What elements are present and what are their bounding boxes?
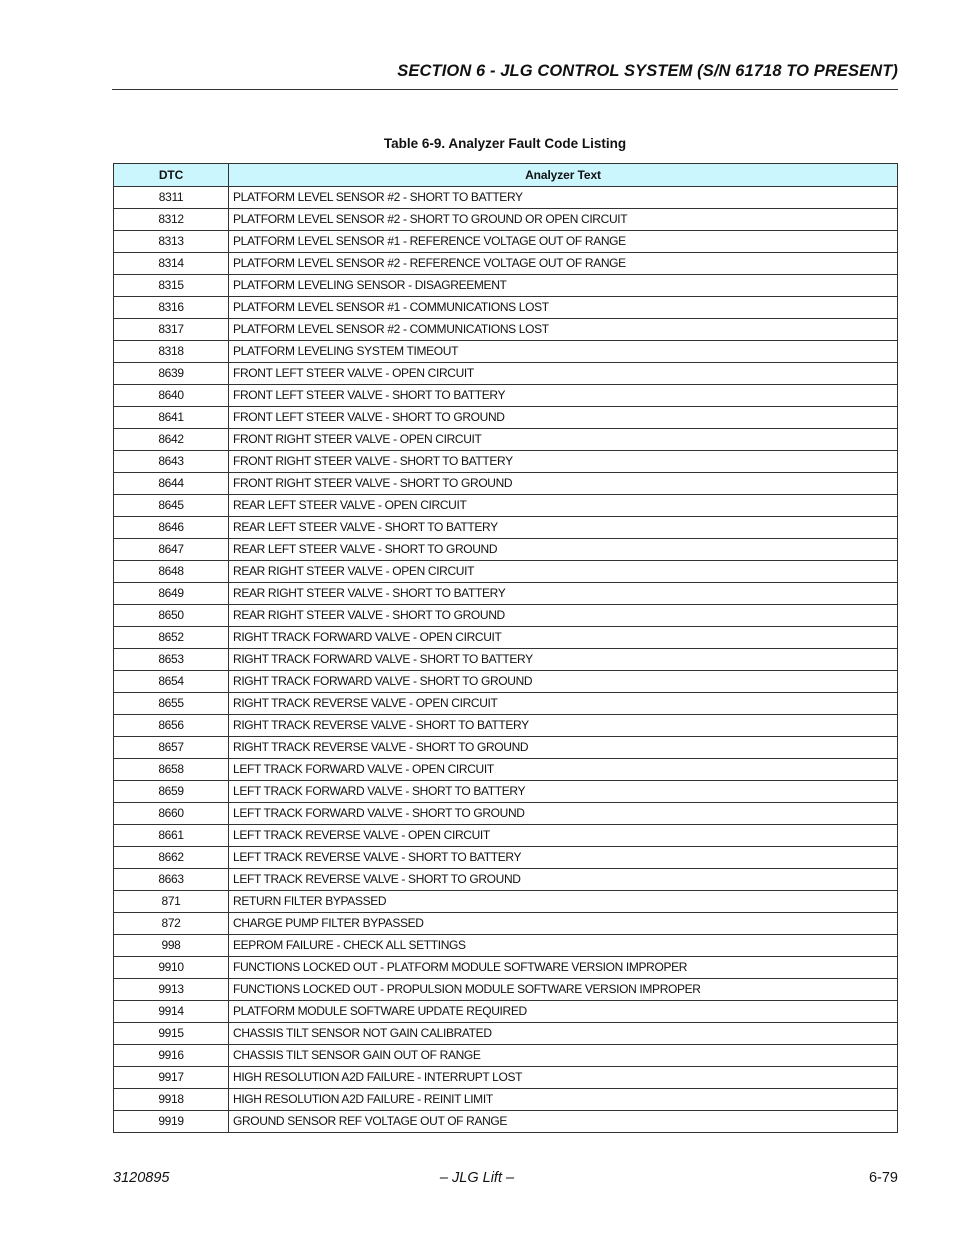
analyzer-text-cell: FUNCTIONS LOCKED OUT - PLATFORM MODULE SOFTWARE VERSION IMPROPER [229,957,898,979]
table-caption: Table 6-9. Analyzer Fault Code Listing [383,136,627,151]
table-row [114,407,898,429]
column-header-analyzer-text: Analyzer Text [229,164,898,187]
table-row [114,429,898,451]
table-row [114,341,898,363]
dtc-code-cell: 9918 [114,1089,229,1111]
table-row [114,781,898,803]
table-row [114,957,898,979]
analyzer-text-cell: CHASSIS TILT SENSOR GAIN OUT OF RANGE [229,1045,898,1067]
dtc-code-cell: 9916 [114,1045,229,1067]
analyzer-text-cell: REAR LEFT STEER VALVE - SHORT TO GROUND [229,539,898,561]
analyzer-text-cell: PLATFORM LEVEL SENSOR #2 - REFERENCE VOLTAGE OUT OF RANGE [229,253,898,275]
table-row [114,649,898,671]
dtc-code-cell: 8317 [114,319,229,341]
dtc-code-cell: 8647 [114,539,229,561]
table-row [114,1023,898,1045]
fault-code-table [113,163,898,1133]
table-row [114,319,898,341]
table-row [114,275,898,297]
dtc-code-cell: 8654 [114,671,229,693]
analyzer-text-cell: PLATFORM LEVEL SENSOR #2 - SHORT TO BATTERY [229,187,898,209]
table-row [114,363,898,385]
analyzer-text-cell: GROUND SENSOR REF VOLTAGE OUT OF RANGE [229,1111,898,1133]
analyzer-text-cell: LEFT TRACK FORWARD VALVE - OPEN CIRCUIT [229,759,898,781]
dtc-code-cell: 9915 [114,1023,229,1045]
dtc-code-cell: 8315 [114,275,229,297]
dtc-code-cell: 9913 [114,979,229,1001]
dtc-code-cell: 8663 [114,869,229,891]
analyzer-text-cell: PLATFORM MODULE SOFTWARE UPDATE REQUIRED [229,1001,898,1023]
analyzer-text-cell: FRONT RIGHT STEER VALVE - SHORT TO BATTERY [229,451,898,473]
dtc-code-cell: 9919 [114,1111,229,1133]
analyzer-text-cell: RIGHT TRACK REVERSE VALVE - SHORT TO GROUND [229,737,898,759]
analyzer-text-cell: LEFT TRACK FORWARD VALVE - SHORT TO BATTERY [229,781,898,803]
table-row [114,671,898,693]
dtc-code-cell: 8656 [114,715,229,737]
table-row [114,847,898,869]
document-number: 3120895 [113,1170,170,1186]
table-row [114,803,898,825]
dtc-code-cell: 9914 [114,1001,229,1023]
table-row [114,1089,898,1111]
dtc-code-cell: 8657 [114,737,229,759]
table-row [114,495,898,517]
analyzer-text-cell: CHARGE PUMP FILTER BYPASSED [229,913,898,935]
dtc-code-cell: 871 [114,891,229,913]
table-row [114,253,898,275]
dtc-code-cell: 8661 [114,825,229,847]
analyzer-text-cell: REAR LEFT STEER VALVE - OPEN CIRCUIT [229,495,898,517]
table-row [114,517,898,539]
table-row [114,605,898,627]
dtc-code-cell: 9910 [114,957,229,979]
analyzer-text-cell: REAR RIGHT STEER VALVE - OPEN CIRCUIT [229,561,898,583]
table-row [114,913,898,935]
dtc-code-cell: 8318 [114,341,229,363]
dtc-code-cell: 8649 [114,583,229,605]
analyzer-text-cell: RIGHT TRACK REVERSE VALVE - SHORT TO BATTERY [229,715,898,737]
dtc-code-cell: 8660 [114,803,229,825]
analyzer-text-cell: FUNCTIONS LOCKED OUT - PROPULSION MODULE SOFTWARE VERSION IMPROPER [229,979,898,1001]
table-row [114,231,898,253]
dtc-code-cell: 8312 [114,209,229,231]
analyzer-text-cell: FRONT LEFT STEER VALVE - OPEN CIRCUIT [229,363,898,385]
column-header-dtc: DTC [114,164,229,187]
analyzer-text-cell: LEFT TRACK REVERSE VALVE - SHORT TO GROUND [229,869,898,891]
table-row [114,451,898,473]
analyzer-text-cell: CHASSIS TILT SENSOR NOT GAIN CALIBRATED [229,1023,898,1045]
analyzer-text-cell: PLATFORM LEVELING SENSOR - DISAGREEMENT [229,275,898,297]
section-title: SECTION 6 - JLG CONTROL SYSTEM (S/N 61718 TO PRESENT) [397,62,898,80]
dtc-code-cell: 8642 [114,429,229,451]
table-row [114,869,898,891]
dtc-code-cell: 8313 [114,231,229,253]
dtc-code-cell: 8646 [114,517,229,539]
analyzer-text-cell: EEPROM FAILURE - CHECK ALL SETTINGS [229,935,898,957]
analyzer-text-cell: FRONT RIGHT STEER VALVE - SHORT TO GROUND [229,473,898,495]
dtc-code-cell: 8662 [114,847,229,869]
dtc-code-cell: 8650 [114,605,229,627]
analyzer-text-cell: FRONT LEFT STEER VALVE - SHORT TO BATTERY [229,385,898,407]
header-divider [112,89,898,90]
table-row [114,715,898,737]
analyzer-text-cell: FRONT LEFT STEER VALVE - SHORT TO GROUND [229,407,898,429]
dtc-code-cell: 8640 [114,385,229,407]
table-row [114,693,898,715]
table-row [114,1067,898,1089]
analyzer-text-cell: RIGHT TRACK FORWARD VALVE - OPEN CIRCUIT [229,627,898,649]
table-row [114,539,898,561]
analyzer-text-cell: PLATFORM LEVELING SYSTEM TIMEOUT [229,341,898,363]
dtc-code-cell: 998 [114,935,229,957]
dtc-code-cell: 8314 [114,253,229,275]
analyzer-text-cell: HIGH RESOLUTION A2D FAILURE - REINIT LIMIT [229,1089,898,1111]
analyzer-text-cell: LEFT TRACK REVERSE VALVE - SHORT TO BATTERY [229,847,898,869]
analyzer-text-cell: LEFT TRACK FORWARD VALVE - SHORT TO GROUND [229,803,898,825]
dtc-code-cell: 8641 [114,407,229,429]
table-row [114,825,898,847]
analyzer-text-cell: REAR RIGHT STEER VALVE - SHORT TO GROUND [229,605,898,627]
dtc-code-cell: 8316 [114,297,229,319]
analyzer-text-cell: HIGH RESOLUTION A2D FAILURE - INTERRUPT LOST [229,1067,898,1089]
table-row [114,1001,898,1023]
table-row [114,473,898,495]
analyzer-text-cell: FRONT RIGHT STEER VALVE - OPEN CIRCUIT [229,429,898,451]
dtc-code-cell: 8644 [114,473,229,495]
table-row [114,891,898,913]
table-row [114,561,898,583]
analyzer-text-cell: REAR LEFT STEER VALVE - SHORT TO BATTERY [229,517,898,539]
table-row [114,209,898,231]
table-row [114,1111,898,1133]
table-row [114,935,898,957]
dtc-code-cell: 8645 [114,495,229,517]
analyzer-text-cell: RIGHT TRACK REVERSE VALVE - OPEN CIRCUIT [229,693,898,715]
dtc-code-cell: 8658 [114,759,229,781]
table-row [114,759,898,781]
dtc-code-cell: 8652 [114,627,229,649]
table-row [114,187,898,209]
dtc-code-cell: 8648 [114,561,229,583]
analyzer-text-cell: RETURN FILTER BYPASSED [229,891,898,913]
table-row [114,297,898,319]
table-row [114,737,898,759]
table-row [114,1045,898,1067]
dtc-code-cell: 8659 [114,781,229,803]
analyzer-text-cell: RIGHT TRACK FORWARD VALVE - SHORT TO GROUND [229,671,898,693]
analyzer-text-cell: LEFT TRACK REVERSE VALVE - OPEN CIRCUIT [229,825,898,847]
dtc-code-cell: 8655 [114,693,229,715]
dtc-code-cell: 8653 [114,649,229,671]
table-header-row [114,164,898,187]
table-row [114,583,898,605]
table-row [114,979,898,1001]
analyzer-text-cell: PLATFORM LEVEL SENSOR #2 - SHORT TO GROUND OR OPEN CIRCUIT [229,209,898,231]
dtc-code-cell: 8311 [114,187,229,209]
dtc-code-cell: 8639 [114,363,229,385]
analyzer-text-cell: REAR RIGHT STEER VALVE - SHORT TO BATTERY [229,583,898,605]
dtc-code-cell: 9917 [114,1067,229,1089]
analyzer-text-cell: PLATFORM LEVEL SENSOR #1 - REFERENCE VOLTAGE OUT OF RANGE [229,231,898,253]
analyzer-text-cell: RIGHT TRACK FORWARD VALVE - SHORT TO BATTERY [229,649,898,671]
table-row [114,385,898,407]
analyzer-text-cell: PLATFORM LEVEL SENSOR #1 - COMMUNICATIONS LOST [229,297,898,319]
dtc-code-cell: 872 [114,913,229,935]
dtc-code-cell: 8643 [114,451,229,473]
page-number: 6-79 [868,1170,898,1186]
table-row [114,627,898,649]
footer-brand: – JLG Lift – [439,1170,515,1186]
analyzer-text-cell: PLATFORM LEVEL SENSOR #2 - COMMUNICATIONS LOST [229,319,898,341]
